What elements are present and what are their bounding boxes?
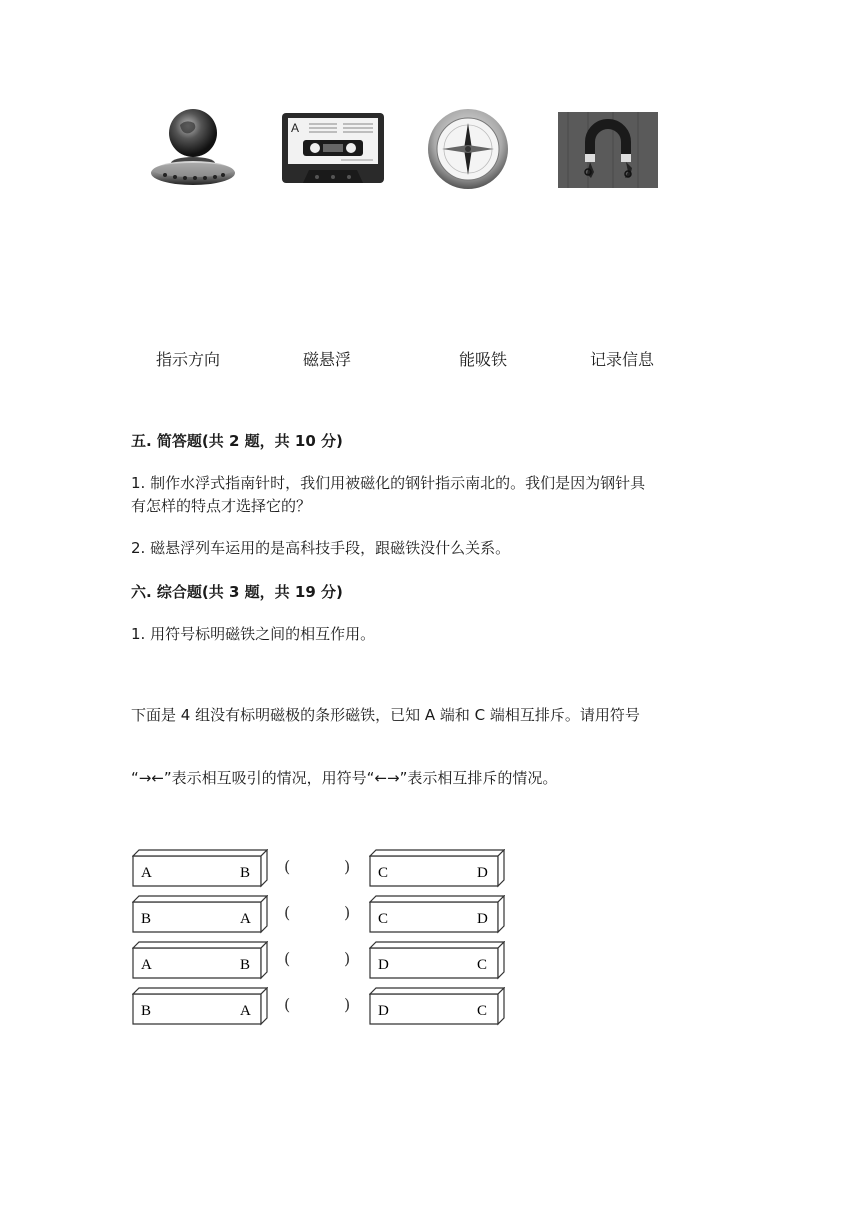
magnet-bar-right <box>369 987 505 1029</box>
answer-paren-open: ( <box>284 903 291 922</box>
pole-label: A <box>240 911 251 927</box>
caption-point-direction: 指示方向 <box>156 350 221 369</box>
caption-attract-iron: 能吸铁 <box>459 350 508 369</box>
pole-label: D <box>378 1003 389 1019</box>
horseshoe-magnet-image <box>558 112 658 188</box>
pole-label: D <box>477 865 488 881</box>
pole-label: D <box>378 957 389 973</box>
section6-title: 六. 综合题(共 3 题，共 19 分) <box>131 583 343 601</box>
magnet-bar-left <box>132 987 268 1029</box>
answer-blank[interactable] <box>296 947 342 971</box>
answer-paren-open: ( <box>284 949 291 968</box>
maglev-globe-image <box>150 105 236 193</box>
section5-title: 五. 简答题(共 2 题，共 10 分) <box>131 432 343 450</box>
magnet-bar-right <box>369 941 505 983</box>
section6-description-line1: 下面是 4 组没有标明磁极的条形磁铁，已知 A 端和 C 端相互排斥。请用符号 <box>131 706 640 724</box>
answer-paren-close: ) <box>344 995 351 1014</box>
pole-label: C <box>477 957 488 973</box>
answer-blank[interactable] <box>296 855 342 879</box>
pole-label: A <box>141 865 152 881</box>
magnet-bar-right <box>369 849 505 891</box>
magnet-bar-right <box>369 895 505 937</box>
answer-paren-close: ) <box>344 949 351 968</box>
pole-label: C <box>378 911 389 927</box>
pole-label: B <box>240 957 251 973</box>
caption-maglev: 磁悬浮 <box>303 350 352 369</box>
answer-paren-close: ) <box>344 857 351 876</box>
magnet-bar-left <box>132 895 268 937</box>
section6-description-line2: “→←”表示相互吸引的情况，用符号“←→”表示相互排斥的情况。 <box>131 769 558 787</box>
magnet-bar-left <box>132 849 268 891</box>
section5-q1-line2: 有怎样的特点才选择它的？ <box>131 497 312 515</box>
answer-paren-close: ) <box>344 903 351 922</box>
pole-label: B <box>240 865 251 881</box>
section5-q1-line1: 1. 制作水浮式指南针时，我们用被磁化的钢针指示南北的。我们是因为钢针具 <box>131 474 646 492</box>
answer-paren-open: ( <box>284 995 291 1014</box>
section5-q2: 2. 磁悬浮列车运用的是高科技手段，跟磁铁没什么关系。 <box>131 539 511 557</box>
pole-label: A <box>240 1003 251 1019</box>
pole-label: A <box>141 957 152 973</box>
answer-paren-open: ( <box>284 857 291 876</box>
section6-q1: 1. 用符号标明磁铁之间的相互作用。 <box>131 625 376 643</box>
cassette-letter: A <box>291 121 300 135</box>
pole-label: B <box>141 911 152 927</box>
pole-label: C <box>378 865 389 881</box>
answer-blank[interactable] <box>296 901 342 925</box>
cassette-tape-image <box>281 112 385 184</box>
pole-label: C <box>477 1003 488 1019</box>
caption-record-info: 记录信息 <box>590 350 655 369</box>
compass-image <box>426 107 510 191</box>
pole-label: D <box>477 911 488 927</box>
magnet-bar-left <box>132 941 268 983</box>
pole-label: B <box>141 1003 152 1019</box>
answer-blank[interactable] <box>296 993 342 1017</box>
